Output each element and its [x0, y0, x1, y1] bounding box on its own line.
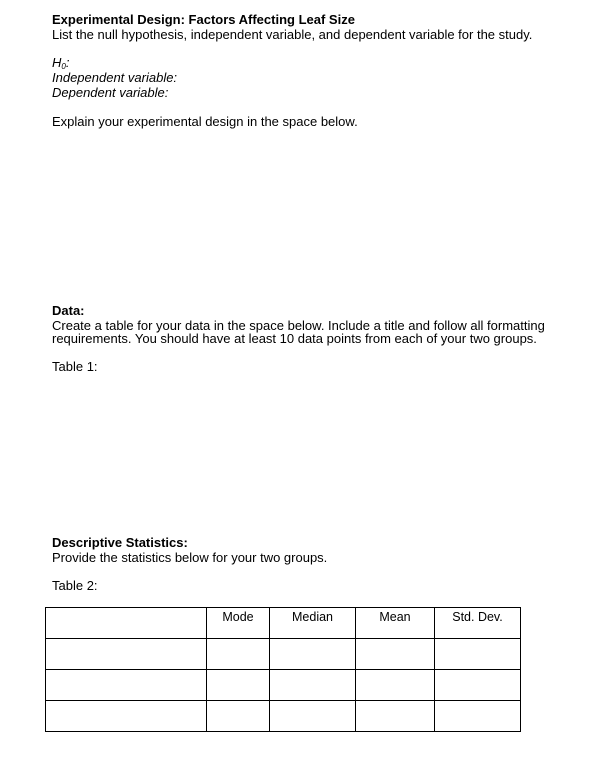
table-cell[interactable]: [207, 670, 270, 701]
table-cell[interactable]: [435, 639, 521, 670]
section-heading-experimental-design: Experimental Design: Factors Affecting Leaf Size: [52, 12, 355, 27]
section-heading-descriptive-statistics: Descriptive Statistics:: [52, 535, 188, 550]
dependent-variable-label: Dependent variable:: [52, 85, 169, 100]
descriptive-statistics-table: [45, 607, 521, 732]
header-cell-median: Median: [270, 608, 356, 639]
section-heading-data: Data:: [52, 303, 85, 318]
table-row: [46, 670, 521, 701]
table-cell[interactable]: [46, 639, 207, 670]
table-cell[interactable]: [270, 639, 356, 670]
table-cell[interactable]: [435, 670, 521, 701]
table-row: [46, 639, 521, 670]
table-cell[interactable]: [435, 701, 521, 732]
independent-variable-label: Independent variable:: [52, 70, 178, 85]
header-cell-mode: Mode: [207, 608, 270, 639]
table2-label: Table 2:: [52, 578, 98, 593]
table-cell[interactable]: [207, 639, 270, 670]
table-cell[interactable]: [46, 701, 207, 732]
data-instruction-line1: Create a table for your data in the space below. Include a title and follow all formatting: [52, 318, 545, 333]
header-cell-blank: [46, 608, 207, 639]
table-header-row: [46, 608, 521, 639]
table1-label: Table 1:: [52, 359, 98, 374]
data-instruction-line2: requirements. You should have at least 10 data points from each of your two groups.: [52, 331, 537, 346]
table-cell[interactable]: [356, 639, 435, 670]
statistics-instruction: Provide the statistics below for your two groups.: [52, 550, 328, 565]
table-row: [46, 701, 521, 732]
table-cell[interactable]: [207, 701, 270, 732]
table-cell[interactable]: [356, 670, 435, 701]
table-cell[interactable]: [270, 670, 356, 701]
null-hypothesis-label: $H_0$:: [52, 55, 70, 71]
instruction-text: List the null hypothesis, independent variable, and dependent variable for the study.: [52, 27, 533, 42]
explain-design-text: Explain your experimental design in the space below.: [52, 114, 358, 129]
table-cell[interactable]: [270, 701, 356, 732]
table-cell[interactable]: [356, 701, 435, 732]
header-cell-mean: Mean: [356, 608, 435, 639]
table-cell[interactable]: [46, 670, 207, 701]
header-cell-std-dev: Std. Dev.: [435, 608, 521, 639]
